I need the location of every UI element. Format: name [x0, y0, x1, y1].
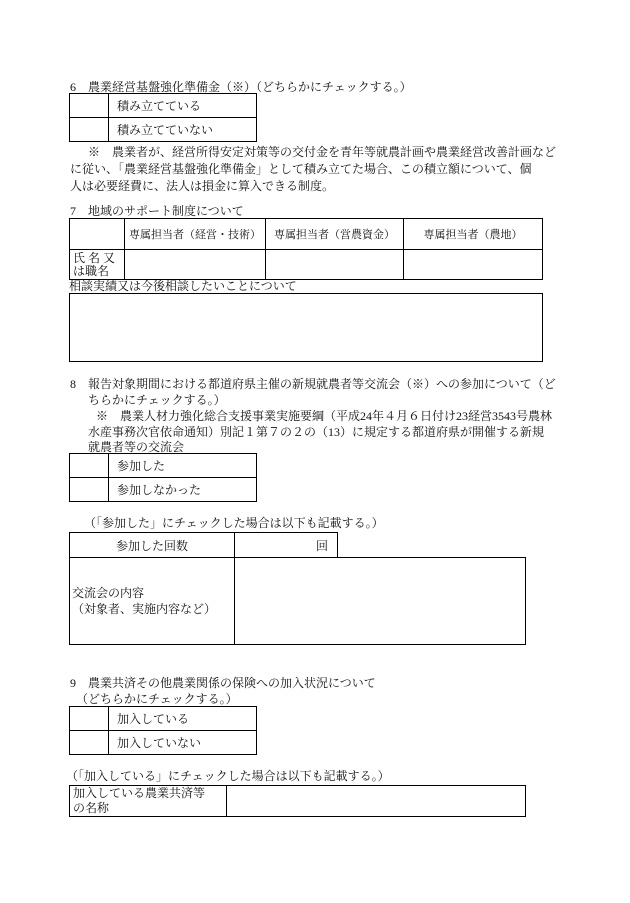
participation-count-label: 参加した回数: [69, 532, 235, 558]
note-line: 人は必要経費に、法人は損金に算入できる制度。: [70, 179, 335, 193]
insurance-label-line: の名称: [73, 801, 110, 815]
content-label-line: 交流会の内容: [72, 586, 145, 600]
checkbox-cell-not-accumulating[interactable]: [69, 117, 109, 142]
section9-heading-line: （どちらかにチェックする。）: [76, 692, 238, 706]
content-label-line: （対象者、実施内容など）: [72, 602, 217, 616]
note-line: 水産事務次官依命通知）別記１第７の２の（13）に規定する都道府県が開催する新規: [88, 425, 545, 439]
column-header-farmland: 専属担当者（農地）: [403, 218, 543, 250]
insurance-label-line: 加入している農業共済等: [73, 786, 206, 800]
table-corner-cell: [69, 218, 125, 250]
insurance-name-label: [69, 785, 227, 817]
section9-heading-line: 9 農業共済その他農業関係の保険への加入状況について: [70, 676, 376, 690]
checkbox-cell-not-enrolled[interactable]: [69, 730, 109, 755]
checkbox-cell-enrolled[interactable]: [69, 706, 109, 731]
note-line: 就農者等の交流会: [88, 440, 185, 454]
count-unit-label: 回: [315, 538, 328, 553]
insurance-name-field[interactable]: [226, 785, 526, 817]
name-field-management-tech[interactable]: [124, 249, 266, 280]
row-label-line: 氏 名 又: [73, 250, 116, 265]
section7-heading: 7 地域のサポート制度について: [70, 204, 244, 218]
option-label-not-participated: 参加しなかった: [108, 477, 257, 502]
section9-conditional-note: （「加入している」にチェックした場合は以下も記載する。）: [66, 769, 390, 783]
name-field-farm-funds[interactable]: [265, 249, 404, 280]
option-label-accumulating: 積み立てている: [108, 93, 257, 118]
row-label-name-or-title: [69, 249, 125, 280]
section6-heading: 6 農業経営基盤強化準備金（※）（どちらかにチェックする。）: [70, 80, 412, 94]
consultation-text-box[interactable]: [69, 293, 543, 362]
option-label-participated: 参加した: [108, 453, 257, 478]
option-label-not-accumulating: 積み立てていない: [108, 117, 257, 142]
option-label-enrolled: 加入している: [108, 706, 257, 731]
exchange-content-field[interactable]: [234, 557, 526, 645]
note-line: ※ 農業人材力強化総合支援事業実施要綱（平成24年４月６日付け23経営3543号農林: [96, 409, 553, 423]
note-line: ※ 農業者が、経営所得安定対策等の交付金を青年等就農計画や農業経営改善計画など: [88, 145, 557, 159]
option-label-not-enrolled: 加入していない: [108, 730, 257, 755]
checkbox-cell-participated[interactable]: [69, 453, 109, 478]
consultation-label: 相談実績又は今後相談したいことについて: [69, 279, 297, 293]
column-header-management-tech: 専属担当者（経営・技術）: [124, 218, 266, 250]
name-field-farmland[interactable]: [403, 249, 543, 280]
section8-heading-line: 8 報告対象期間における都道府県主催の新規就農者等交流会（※）への参加について（ど: [70, 377, 556, 391]
row-label-line: は職名: [73, 263, 110, 278]
column-header-farm-funds: 専属担当者（営農資金）: [265, 218, 404, 250]
checkbox-cell-not-participated[interactable]: [69, 477, 109, 502]
note-line: に従い、「農業経営基盤強化準備金」として積み立てた場合、この積立額について、個: [70, 162, 532, 176]
section8-heading-line: ちらかにチェックする。）: [88, 393, 226, 407]
participation-count-field[interactable]: [234, 532, 338, 558]
checkbox-cell-accumulating[interactable]: [69, 93, 109, 118]
section8-conditional-note: （「参加した」にチェックした場合は以下も記載する。）: [84, 516, 384, 530]
exchange-content-label: [69, 557, 235, 645]
